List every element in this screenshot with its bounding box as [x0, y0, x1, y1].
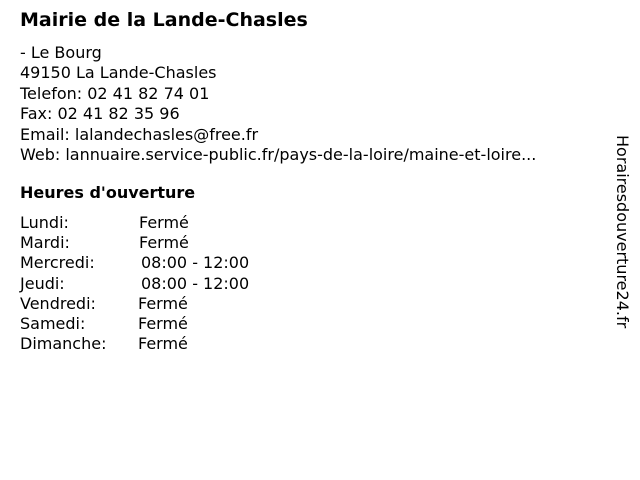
page-title: Mairie de la Lande-Chasles: [20, 9, 308, 31]
day-hours: 08:00 - 12:00: [141, 273, 250, 293]
day-label: Mardi:: [20, 233, 70, 253]
email-address: Email: lalandechasles@free.fr: [20, 124, 259, 144]
fax-number: Fax: 02 41 82 35 96: [20, 104, 180, 124]
day-hours: Fermé: [138, 313, 188, 333]
day-hours: 08:00 - 12:00: [141, 253, 250, 273]
site-watermark: Horairesdouverture24.fr: [613, 135, 632, 329]
opening-hours-heading: Heures d'ouverture: [20, 183, 196, 202]
day-hours: Fermé: [138, 293, 188, 313]
street-address: - Le Bourg: [20, 43, 102, 62]
day-label: Vendredi:: [20, 293, 96, 313]
address-block: [20, 43, 536, 165]
day-hours: Fermé: [139, 213, 189, 232]
web-address: Web: lannuaire.service-public.fr/pays-de-la-loire/maine-et-loire...: [20, 145, 537, 165]
day-hours: Fermé: [138, 334, 188, 354]
city-postal: 49150 La Lande-Chasles: [20, 63, 217, 83]
day-label: Jeudi:: [20, 273, 65, 293]
phone-number: Telefon: 02 41 82 74 01: [20, 83, 210, 103]
day-label: Samedi:: [20, 313, 86, 333]
day-label: Dimanche:: [20, 334, 107, 354]
day-label: Mercredi:: [20, 253, 95, 273]
day-hours: Fermé: [139, 233, 189, 253]
day-label: Lundi:: [20, 213, 69, 232]
